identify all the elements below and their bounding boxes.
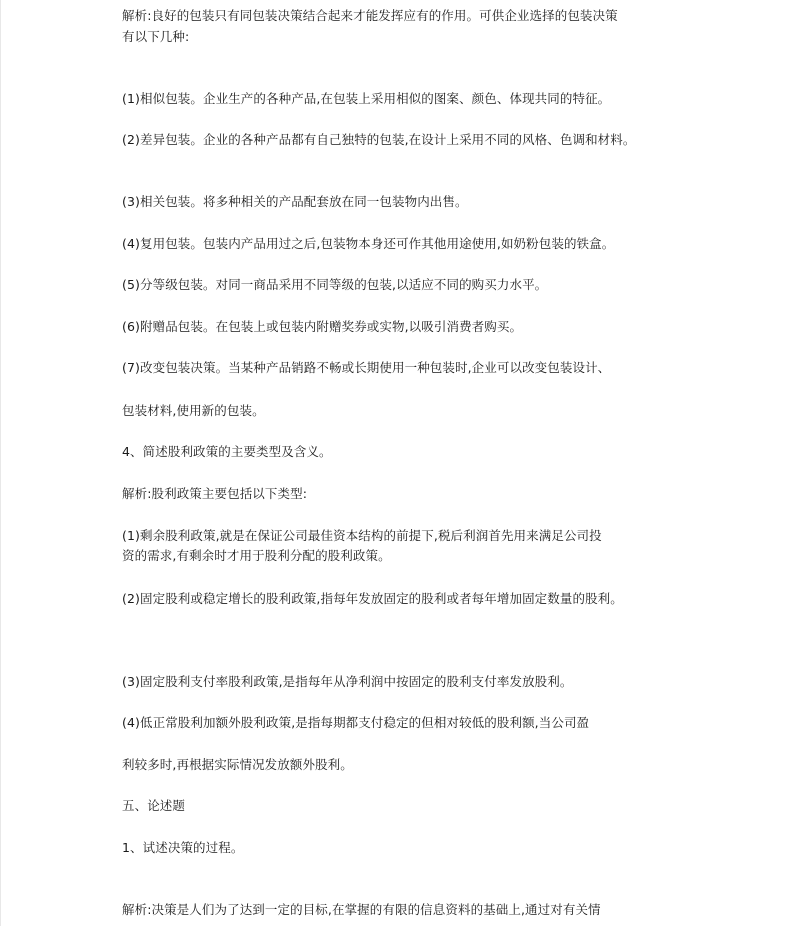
packaging-item-change-line-1: (7)改变包装决策。当某种产品销路不畅或长期使用一种包装时,企业可以改变包装设计、 [122,360,611,375]
dividend-item-fixed-growth: (2)固定股利或稳定增长的股利政策,指每年发放固定的股利或者每年增加固定数量的股利。 [122,591,623,606]
packaging-item-reuse: (4)复用包装。包装内产品用过之后,包装物本身还可作其他用途使用,如奶粉包装的铁盒。 [122,236,615,251]
packaging-item-related: (3)相关包装。将多种相关的产品配套放在同一包装物内出售。 [122,194,468,209]
packaging-item-change-line-2: 包装材料,使用新的包装。 [122,403,265,418]
question-dividend-policy: 4、简述股利政策的主要类型及含义。 [122,444,332,459]
packaging-analysis-line-2: 有以下几种: [122,29,190,44]
packaging-item-different: (2)差异包装。企业的各种产品都有自己独特的包装,在设计上采用不同的风格、色调和材料。 [122,132,636,147]
packaging-item-grade: (5)分等级包装。对同一商品采用不同等级的包装,以适应不同的购买力水平。 [122,277,548,292]
question-decision-process: 1、试述决策的过程。 [122,840,244,855]
packaging-item-similar: (1)相似包装。企业生产的各种产品,在包装上采用相似的图案、颜色、体现共同的特征。 [122,91,611,106]
packaging-analysis-line-1: 解析:良好的包装只有同包装决策结合起来才能发挥应有的作用。可供企业选择的包装决策 [122,8,618,23]
dividend-item-fixed-ratio: (3)固定股利支付率股利政策,是指每年从净利润中按固定的股利支付率发放股利。 [122,674,573,689]
dividend-item-low-normal-line-2: 利较多时,再根据实际情况发放额外股利。 [122,757,353,772]
packaging-item-gift: (6)附赠品包装。在包装上或包装内附赠奖券或实物,以吸引消费者购买。 [122,319,523,334]
section-heading-essay: 五、论述题 [122,798,186,813]
dividend-analysis-intro: 解析:股利政策主要包括以下类型: [122,486,308,501]
dividend-item-residual-line-2: 资的需求,有剩余时才用于股利分配的股利政策。 [122,548,391,563]
dividend-item-low-normal-line-1: (4)低正常股利加额外股利政策,是指每期都支付稳定的但相对较低的股利额,当公司盈 [122,715,590,730]
decision-analysis-line-1: 解析:决策是人们为了达到一定的目标,在掌握的有限的信息资料的基础上,通过对有关情 [122,902,601,917]
dividend-item-residual-line-1: (1)剩余股利政策,就是在保证公司最佳资本结构的前提下,税后利润首先用来满足公司投 [122,528,602,543]
